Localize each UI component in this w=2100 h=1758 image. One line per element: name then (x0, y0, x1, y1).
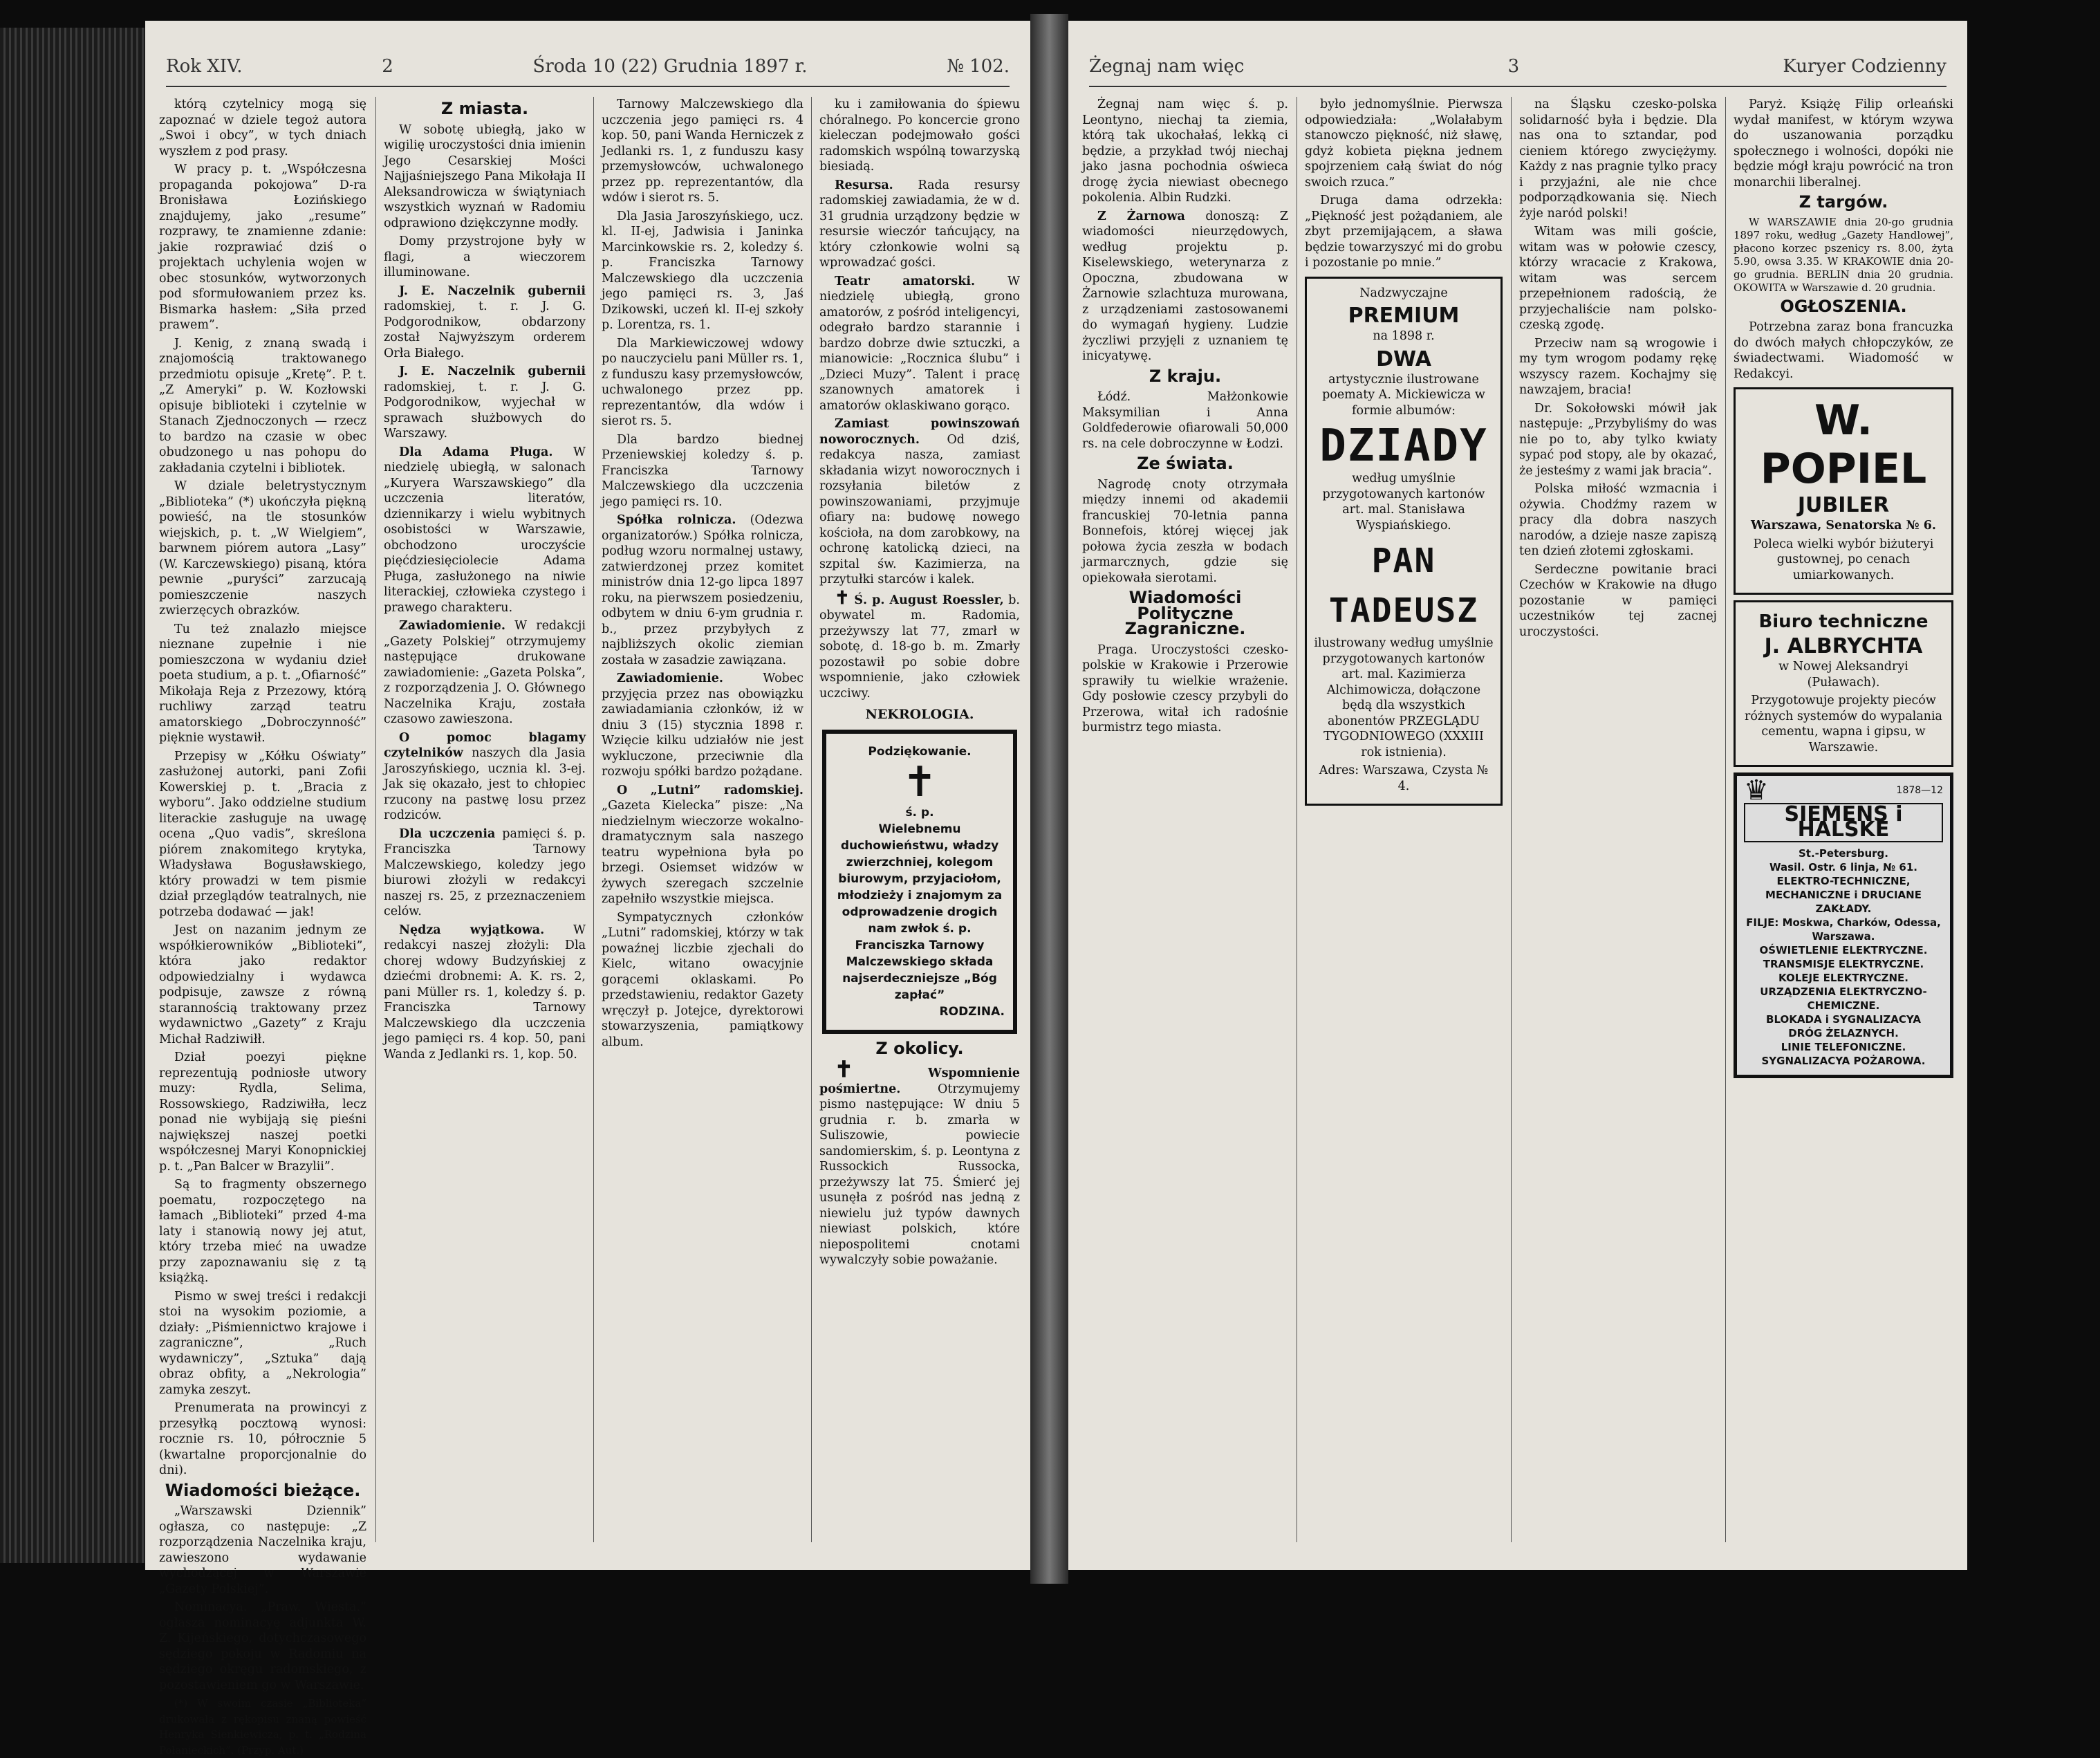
running-text: Żegnaj nam więc (1089, 56, 1245, 77)
news-item (1082, 209, 1288, 364)
pan-tadeusz-title: PAN TADEUSZ (1328, 542, 1479, 630)
classified-ad: Potrzebna zaraz bona francuzka do dwóch małych chłopczyków, ze świadectwami. Wiadomość w Redakcyi. (1734, 320, 1953, 381)
news-item-text: W niedzielę ubiegłą, grono amatorów, z pośród inteligencyi, odegrało bardzo starannie i bardzo dobrze dwie sztuczki, a mianowicie: „Rocznica ślubu” i „Dzieci Muzy”. Talent i pracę szanownych amatorek i amatorów oklaskiwano gorąco. (819, 274, 1020, 413)
section-title: Z miasta. (440, 99, 529, 118)
footnote: (*) W swoim czasie „Biblioteka” drukowała z rękopisu znaną powieść Henryka Sienkiewicza, p. t. „Rodzina Połanieckich”. (Przyp. Aut.) (159, 1697, 366, 1757)
news-item (384, 445, 586, 616)
biuro-title: Biuro techniczne (1758, 611, 1929, 632)
news-item (384, 364, 586, 442)
news-item-text: Praga. Uroczystości czesko-polskie w Krakowie i Przerowie sprawiły tu wielkie wrażenie. Gdy posłowie czescy przybyli do Przerowa, witał ich radośnie burmistrz tego miasta. (1082, 642, 1288, 734)
news-item-text: Wobec przyjęcia przez nas obowiązku zawiadamiania członków, iż w dniu 3 (15) stycznia 1898 r. Wzięcie kilku udziałów nie jest wykluczone, przeciwnie dla rozwoju spółki bardzo pożądane. (602, 672, 803, 779)
news-item-title: Dla Adama Pługa. (399, 445, 553, 459)
news-item (384, 923, 586, 1063)
pan-tadeusz-desc: ilustrowany według umyślnie przygotowanych kartonów art. mal. Kazimierza Alchimowicza, dołączone będą dla wszystkich abonentów PRZEGLĄDU TYGODNIOWEGO (XXXIII rok istnienia). (1314, 636, 1494, 759)
jubiler-label: JUBILER (1797, 493, 1890, 517)
article-paragraph: Przeciw nam są wrogowie i my tym wrogom podamy rękę wszyscy razem. Kochajmy się nawzajem, bracia! (1519, 336, 1717, 397)
obituary-title: Ś. p. August Roessler, (854, 593, 1004, 607)
popiel-address: Warszawa, Senatorska № 6. (1750, 519, 1936, 533)
siemens-line: TRANSMISJE ELEKTRYCZNE. (1763, 957, 1924, 970)
siemens-date: 1878—12 (1896, 785, 1943, 796)
pan-tadeusz-contact: Adres: Warszawa, Czysta № 4. (1319, 764, 1489, 793)
albrychta-text: Przygotowuje projekty pieców różnych systemów do wypalania cementu, wapna i gipsu, w Warszawie. (1745, 694, 1942, 755)
news-item (384, 284, 586, 362)
popiel-ad (1734, 387, 1953, 595)
article-paragraph: Paryż. Książę Filip orleański wydał manifest, w którym wzywa do uszanowania porządku społecznego i wolności, dopóki nie będzie mógł kraju powrócić na tron monarchii liberalnej. (1734, 98, 1953, 189)
article-paragraph: Pismo w swej treści i redakcji stoi na wysokim poziomie, a działy: „Piśmiennictwo krajowe i zagraniczne”, „Ruch wydawniczy”, „Sztuka” dają obraz obfity, a „Nekrologia” zamyka zeszyt. (159, 1289, 366, 1397)
news-item-text: „Gazeta Kielecka” pisze: „Na niedzielnym wieczorze wokalno-dramatycznym sala naszego teatru wypełniona była po brzegi. Osiemset widzów w żywych szeregach szczelnie zapełniło wszystkie miejsca. (602, 799, 803, 906)
section-title: OGŁOSZENIA. (1780, 296, 1907, 316)
article-paragraph: było jednomyślnie. Pierwsza odpowiedziała: „Wolałabym stanowczo piękność, niż sławę, gdyż kobieta piękna jednem spojrzeniem całą świat do nóg swoich rzuca.” (1305, 98, 1503, 189)
article-paragraph: J. Kenig, z znaną swadą i znajomością traktowanego przedmiotu opisuje „Kretę”. P. t. „Z Ameryki” p. W. Kozłowski opisuje biblioteki i czytelnie w Stanach Zjednoczonych — rzecz to bardzo na czasie w obec obudzonego u nas pohopu do zakładania czytelni i bibliotek. (159, 336, 366, 475)
section-title: Z targów. (1799, 192, 1888, 212)
article-paragraph: Dla Markiewiczowej wdowy po nauczycielu pani Müller rs. 1, z funduszu kasy przemysłowców, uchwalonego przez pp. reprezentantów, dla wdów i sierot rs. 5. (602, 336, 803, 428)
news-item-text: radomskiej, t. r. J. G. Podgorodnikow, wyjechał w sprawach służbowych do Warszawy. (384, 380, 586, 441)
news-item (602, 910, 803, 1051)
column-rule (811, 97, 812, 1542)
article-paragraph: W pracy p. t. „Współczesna propaganda pokojowa” D-ra Bronisława Łozińskiego znajdujemy, jako „resume” rozprawy, te znamienne zdanie: jakie rozprawiać dziś o projektach uchylenia wojen w obec stosunków, wytworzonych pod sformułowaniem przez ks. Bismarka hasłem: „Siła przed prawem”. (159, 163, 366, 332)
news-item (819, 416, 1020, 588)
news-item-title: Spółka rolnicza. (617, 513, 736, 527)
dziady-title: DZIADY (1319, 420, 1488, 472)
article-paragraph: Domy przystrojone były w flagi, a wieczorem illuminowane. (384, 234, 586, 279)
cross-icon: ✝ (902, 757, 938, 806)
market-report: W WARSZAWIE dnia 20-go grudnia 1897 roku, według „Gazety Handlowej”, płacono korzec pszenicy rs. 8.00, żyta 5.90, owsa 3.35. W KRAKOWIE dnia 20-go grudnia. BERLIN dnia 20 grudnia. OKOWITA w Warszawie d. 20 grudnia. (1734, 215, 1953, 294)
news-item (384, 730, 586, 824)
section-title: Wiadomości bieżące. (165, 1480, 361, 1500)
news-item-text: Rada resursy radomskiej zawiadamia, że w d. 31 grudnia urządzony będzie w resursie wieczór tańcujący, na który członkowie wolni są wprowadzać gości. (819, 178, 1020, 270)
right-page (1068, 21, 1967, 1570)
news-item (819, 274, 1020, 414)
right-col-3 (1519, 97, 1717, 1549)
left-col-1 (159, 97, 366, 1757)
section-title: Ze świata. (1137, 454, 1234, 473)
siemens-line: URZĄDZENIA ELEKTRYCZNO-CHEMICZNE. (1760, 985, 1927, 1012)
issue-date: Środa 10 (22) Grudnia 1897 r. (532, 56, 808, 77)
news-item-text: W niedzielę ubiegłą, w salonach „Kuryera Warszawskiego” dla uczczenia literatów, dziennikarzy i wielu wybitnych osobistości w Warszawie, obchodzono uroczyście pięćdziesięciolecie Adama Pługa, zasłużonego na niwie literackiej, człowieka czystego i prawego charakteru. (384, 445, 586, 615)
news-item-text: pamięci ś. p. Franciszka Tarnowy Malczewskiego, koledzy jego biurowi złożyli w redakcyi naszej rs. 25, z przeznaczeniem celów. (384, 826, 586, 918)
news-item-title: Zawiadomienie. (399, 619, 505, 633)
premium-desc: artystycznie ilustrowane poematy A. Mickiewicza w formie albumów: (1322, 372, 1485, 418)
news-item-title: Teatr amatorski. (835, 274, 976, 288)
siemens-line: OŚWIETLENIE ELEKTRYCZNE. (1759, 943, 1928, 956)
article-paragraph: ku i zamiłowania do śpiewu chóralnego. Po koncercie grono kieleczan podejmowało gości radomskich wspólną towarzyską biesiadą. (819, 98, 1020, 174)
notice-title: Podziękowanie. (868, 744, 972, 759)
section-title: Z kraju. (1149, 366, 1222, 386)
section-title: Wiadomości Polityczne Zagraniczne. (1124, 588, 1246, 638)
book-gutter (1030, 14, 1068, 1584)
left-col-2 (384, 97, 586, 1549)
article-paragraph: W dziale beletrystycznym „Biblioteka” (*) ukończyła piękną powieść, na tle stosunków wiejskich, p. t. „W Wielgiem”, barwnem piórem autora „Lasy” (W. Karczewskiego) pisaną, która pewnie „puryści” zarzucają pomieszczenie naszych zwierzęcych obrazków. (159, 479, 366, 618)
issue-number: № 102. (947, 56, 1010, 77)
siemens-name: SIEMENS i HALSKE (1744, 803, 1943, 842)
article-paragraph: Witam was mili goście, witam was w połowie czescy, którzy wracacie z Krakowa, witam was sercem przepełnionem radością, że przyjechaliście nam polsko-czeską zgodę. (1519, 225, 1717, 332)
article-paragraph: Przepisy w „Kółku Oświaty” zasłużonej autorki, pani Zofii Kowerskiej p. t. „Bracia z wyboru”. Jako oddzielne studium literackie zasługuje na uwagę ocena „Quo vadis”, skreślona piórem znakomitego krytyka, Władysława Bogusławskiego, który prowadzi w tem pismie dział przeglądów teatralnych, nie potrzeba dodawać — jak! (159, 749, 366, 919)
cross-icon: ✝ (835, 1056, 853, 1082)
siemens-line: ELEKTRO-TECHNICZNE, MECHANICZNE i DRUCIANE ZAKŁADY. (1765, 874, 1922, 915)
news-item-title: O pomoc blagamy czytelników (384, 730, 586, 760)
news-item (384, 826, 586, 920)
article-paragraph: Żegnaj nam więc ś. p. Leontyno, niechaj ta ziemia, którą tak ukochałaś, lekką ci będzie, a przykład twój niechaj jako jasna pochodnia oświeca drogę życia niewiast obecnego pokolenia. Albin Rudzki. (1082, 98, 1288, 205)
article-paragraph: Tarnowy Malczewskiego dla uczczenia jego pamięci rs. 4 kop. 50, pani Wanda Herniczek z Jedlanki rs. 1, z funduszu kasy przemysłowców, uchwalonego przez pp. reprezentantów, dla wdów i sierot rs. 5. (602, 98, 803, 205)
notice-signature: RODZINA. (939, 1004, 1005, 1019)
siemens-ad (1734, 772, 1953, 1078)
news-item-title: Zamiast powinszowań noworocznych. (819, 417, 1020, 447)
right-col-4 (1734, 97, 1953, 1549)
right-running-head (1089, 47, 1946, 87)
news-item-text: donoszą: Z wiadomości nieurzędowych, według projektu p. Kiselewskiego, weterynarza z Opoczna, zbudowana w Żarnowie szlachtuza murowana, z urządzeniami zastosowanemi do wymagań hygieny. Ludzie życzliwi przyjęli z uznaniem tę inicyatywę. (1082, 209, 1288, 363)
news-item (384, 618, 586, 728)
book-edge (0, 28, 145, 1563)
siemens-line: Wasil. Ostr. 6 linja, № 61. (1769, 860, 1917, 873)
article-paragraph: Jest on nazanim jednym ze współkierowników „Biblioteki”, która jako redaktor odpowiedzialny i wydawca podpisuje, zawsze z równą starannością traktowany przez wydawnictwo „Gazety” z Kraju Michał Radziwiłł. (159, 923, 366, 1046)
column-rule (1725, 97, 1726, 1542)
necrology-header: NEKROLOGIA. (865, 707, 974, 722)
popiel-name: W. POPIEL (1760, 396, 1927, 493)
article-paragraph: Dr. Sokołowski mówił jak następuje: „Przybyliśmy do was nie po to, aby tylko kwiaty sypać pod stopy, ale by okazać, że jesteśmy z wami jak bracia”. (1519, 401, 1717, 478)
premium-dwa: DWA (1376, 346, 1431, 371)
page-number: 2 (382, 56, 393, 77)
memorial-title: Wspomnienie pośmiertne. (819, 1066, 1020, 1096)
memorial (819, 1056, 1020, 1268)
column-rule (593, 97, 594, 1542)
masthead-title: Kuryer Codzienny (1783, 56, 1946, 77)
premium-ad (1305, 277, 1503, 806)
news-item-text: Nagrodę cnoty otrzymała między innemi od akademii francuskiej 70-letnia panna Bonnefois, której więcej jak połowa życia zeszła w bodach jarmarcznych, gdzie się opiekowała sierotami. (1082, 477, 1288, 585)
news-item-text: radomskiej, t. r. J. G. Podgorodnikow, obdarzony został Najwyższym orderem Orła Białego. (384, 299, 586, 360)
notice-text: Wielebnemu duchowieństwu, władzy zwierzchniej, kolegom biurowym, przyjaciołom, młodzieży i znajomym za odprowadzenie drogich nam zwłok ś. p. Franciszka Tarnowy Malczewskiego składa najserdeczniejsze „Bóg zapłać” (837, 822, 1003, 1002)
right-col-2 (1305, 97, 1503, 1549)
article-paragraph: „Warszawski Dziennik” ogłasza, co następuje: „Z rozporządzenia Naczelnika kraju, zawieszono wydawanie wychodzącej w Warszawie „Gazety Polskiej”. (159, 1504, 366, 1596)
news-item-title: O „Lutni” radomskiej. (617, 783, 803, 797)
article-paragraph: Druga dama odrzekła: „Piękność jest pożądaniem, ale zbyt przemijającem, a sława będzie towarzyszyć mi do grobu i pozostanie po mnie.” (1305, 194, 1503, 270)
obituary (819, 587, 1020, 702)
news-item-text: W redakcji „Gazety Polskiej” otrzymujemy następujące drukowane zawiadomienie: „Gazeta Polska”, z rozporządzenia J. O. Głównego Naczelnika Kraju, została czasowo zawieszona. (384, 619, 586, 726)
news-item-text: Od dziś, redakcya nasza, zamiast składania wizyt noworocznych i rozsyłania biletów z powinszowaniami, przyjmuje ofiary na: budowę nowego kościoła, na dom zarobkowy, na ochronę katolicką dzieci, na szpital św. Kazimierza, na przytułki starców i kalek. (819, 432, 1020, 586)
article-paragraph: Dla bardzo biednej Przeniewskiej koledzy ś. p. Franciszka Tarnowy Malczewskiego dla uczczenia jego pamięci rs. 10. (602, 432, 803, 509)
left-running-head (166, 47, 1010, 87)
article-paragraph: W sobotę ubiegłą, jako w wigilię uroczystości dnia imienin Jego Cesarskiej Mości Najjaśniejszego Pana Mikołaja II Aleksandrowicza w świątyniach wszystkich wyznań w Radomiu odprawiono dziękczynne modły. (384, 122, 586, 230)
news-item (602, 671, 803, 780)
column-rule (1511, 97, 1512, 1542)
premium-label: Nadzwyczajne (1359, 286, 1448, 300)
right-col-1 (1082, 97, 1288, 1549)
premium-year: na 1898 r. (1373, 329, 1435, 343)
page-number: 3 (1507, 56, 1520, 77)
article-paragraph: Polska miłość wzmacnia i ożywia. Chodźmy razem w pracy dla dobra naszych narodów, a dzieje nasze zapiszą ten dzień złotemi zgłoskami. (1519, 482, 1717, 558)
news-item-text: W redakcyi naszej złożyli: Dla chorej wdowy Budzyńskiej z dziećmi drobnemi: A. K. rs. 2, pani Müller rs. 1, koledzy ś. p. Franciszka Tarnowy Malczewskiego dla uczczenia jego pamięci rs. 4 kop. 50, pani Wanda z Jedlanki rs. 1, kop. 50. (384, 923, 586, 1062)
news-item-text: Sympatycznych członków „Lutni” radomskiej, którzy w tak powaźnej liczbie zjechali do Kielc, witano owacyjnie gorącemi oklaskami. Po przedstawieniu, redaktor Gazety wręczył p. Jotejce, dyrektorowi stowarzyszenia, pamiątkowy album. (602, 910, 803, 1049)
news-item-text: (Odezwa organizatorów.) Spółka rolnicza, podług wzoru normalnej ustawy, zatwierdzonej przez komitet ministrów dnia 12-go lipca 1897 roku, na pierwszem posiedzeniu, odbytem w dniu 6-ym grudnia r. b., przez przybyłych z najbliższych okolic ziemian została w zasadzie zawiązana. (602, 513, 803, 667)
news-item-title: Zawiadomienie. (617, 672, 723, 685)
albrychta-ad (1734, 600, 1953, 767)
memorial-text: Otrzymujemy pismo następujące: W dniu 5 grudnia r. b. zmarła w Suliszowie, powiecie sandomierskim, ś. p. Leontyna z Russockich Russocka, przeżywszy lat 75. Śmierć jej usunęła z pośród nas jedną z niewielu już typów dawnych niewiast polskich, które niepospolitemi cnotami wywalczyły sobie poważanie. (819, 1082, 1020, 1267)
news-item (819, 178, 1020, 271)
siemens-line: SYGNALIZACYA POŻAROWA. (1761, 1054, 1926, 1067)
section-title: Z okolicy. (875, 1038, 964, 1058)
premium-title: PREMIUM (1348, 304, 1460, 328)
article-paragraph: Nominacya. „Praw. Wiesta.” ogłasza nominacyę adjunkta W. Z. Kijeńskiego, dotychczasowego sędziego pokoju w Radomiu na sędziego okręgu radomskiego, z pozostawieniem go w Warszawie. (159, 1600, 366, 1692)
left-col-4 (819, 97, 1020, 1549)
siemens-city: St.-Petersburg. (1799, 846, 1888, 860)
news-item-title: Dla uczczenia (399, 826, 496, 841)
article-paragraph: Prenumerata na prowincyi z przesyłką pocztową wynosi: rocznie rs. 10, półrocznie 5 (kwartalne proporcjonalnie do dni). (159, 1401, 366, 1477)
siemens-line: DRÓG ŻELAZNYCH. (1788, 1026, 1899, 1039)
siemens-line: LINIE TELEFONICZNE. (1781, 1040, 1906, 1053)
article-paragraph: Tu też znalazło miejsce nieznane zupełnie i nie pomieszczona w wydaniu dzieł poeta studium, a p. t. „Ofiarność” Mikołaja Reja z Przezowy, którą ruchliwy zarząd teatru amatorskiego „Dobroczynność” pięknie wystawił. (159, 622, 366, 745)
albrychta-address: w Nowej Aleksandryi (Puławach). (1778, 660, 1908, 690)
death-notice (822, 730, 1017, 1034)
siemens-line: KOLEJE ELEKTRYCZNE. (1778, 971, 1908, 984)
article-paragraph: Serdeczne powitanie braci Czechów w Krakowie na długo pozostanie w pamięci uczestników tej zacnej uroczystości. (1519, 562, 1717, 639)
news-item-title: J. E. Naczelnik gubernii (399, 284, 586, 298)
news-item-text: Łódź. Małżonkowie Maksymilian i Anna Goldfederowie ofiarowali 50,000 rs. na cele dobroczynne w Łodzi. (1082, 390, 1288, 451)
article-paragraph: Są to fragmenty obszernego poematu, rozpoczętego na łamach „Biblioteki” przed 4-ma laty i stanowią nowy jej atut, który trzeba mieć na uwadze przy zapoznawaniu się z tą książką. (159, 1178, 366, 1285)
obituary-text: b. obywatel m. Radomia, przeżywszy lat 77, zmarł w sobotę, d. 18-go b. m. Zmarły pozostawił po sobie dobre wspomnienie, jako człowiek uczciwy. (819, 593, 1020, 701)
news-item-title: J. E. Naczelnik gubernii (399, 364, 586, 378)
siemens-line: BLOKADA i SYGNALIZACYA (1766, 1012, 1921, 1026)
albrychta-name: J. ALBRYCHTA (1764, 634, 1923, 658)
article-paragraph: na Śląsku czesko-polska solidarność była i będzie. Dla nas ona to sztandar, pod cieniem którego zwyciężymy. Każdy z nas pragnie tylko pracy i przyjaźni, ale nie chce podporządkowania się. Niech żyje naród polski! (1519, 98, 1717, 221)
year-label: Rok XIV. (166, 56, 243, 77)
article-paragraph: którą czytelnicy mogą się zapoznać w dziele tegoż autora „Swoi i obcy”, w tych dniach wyszłem z pod prasy. (159, 98, 366, 158)
siemens-line: FILJE: Moskwa, Charków, Odessa, Warszawa. (1746, 916, 1941, 943)
notice-cross-label: ś. p. (905, 805, 934, 820)
news-item-title: Nędza wyjątkowa. (399, 923, 545, 937)
popiel-note: Poleca wielki wybór biżuteryi gustownej, po cenach umiarkowanych. (1753, 537, 1934, 582)
dziady-desc: według umyślnie przygotowanych kartonów art. mal. Stanisława Wyspiańskiego. (1322, 472, 1485, 533)
news-item-text: naszych dla Jasia Jaroszyńskiego, ucznia kl. 3-ej. Jak się okazało, jest to chłopiec rzucony na pastwę losu przez rodziców. (384, 746, 586, 822)
news-item-title: Resursa. (835, 178, 893, 192)
news-item (602, 512, 803, 668)
article-paragraph: Dział poezyi piękne reprezentują podniosłe utwory muzy: Rydla, Selima, Rossowskiego, Radziwiłła, lecz ponad nie wybijają się pieśni największej naszej poetki współczesnej Maryi Konopnickiej p. t. „Pan Balcer w Brazylii”. (159, 1051, 366, 1174)
article-paragraph: Dla Jasia Jaroszyńskiego, ucz. kl. II-ej, Jadwisia i Janinka Marcinkowskie rs. 2, koledzy ś. p. Franciszka Tarnowy Malczewskiego dla uczczenia jego pamięci rs. 3, Jaś Dzikowski, uczeń kl. II-ej szkoły p. Lorentza, rs. 1. (602, 209, 803, 332)
cross-icon: ✝ (835, 587, 850, 609)
news-item-title: Z Żarnowa (1097, 209, 1185, 223)
left-page (145, 21, 1030, 1757)
left-col-3 (602, 97, 803, 1549)
eagle-emblem-icon: ♛ (1744, 775, 1769, 806)
column-rule (375, 97, 376, 1542)
news-item (602, 783, 803, 907)
